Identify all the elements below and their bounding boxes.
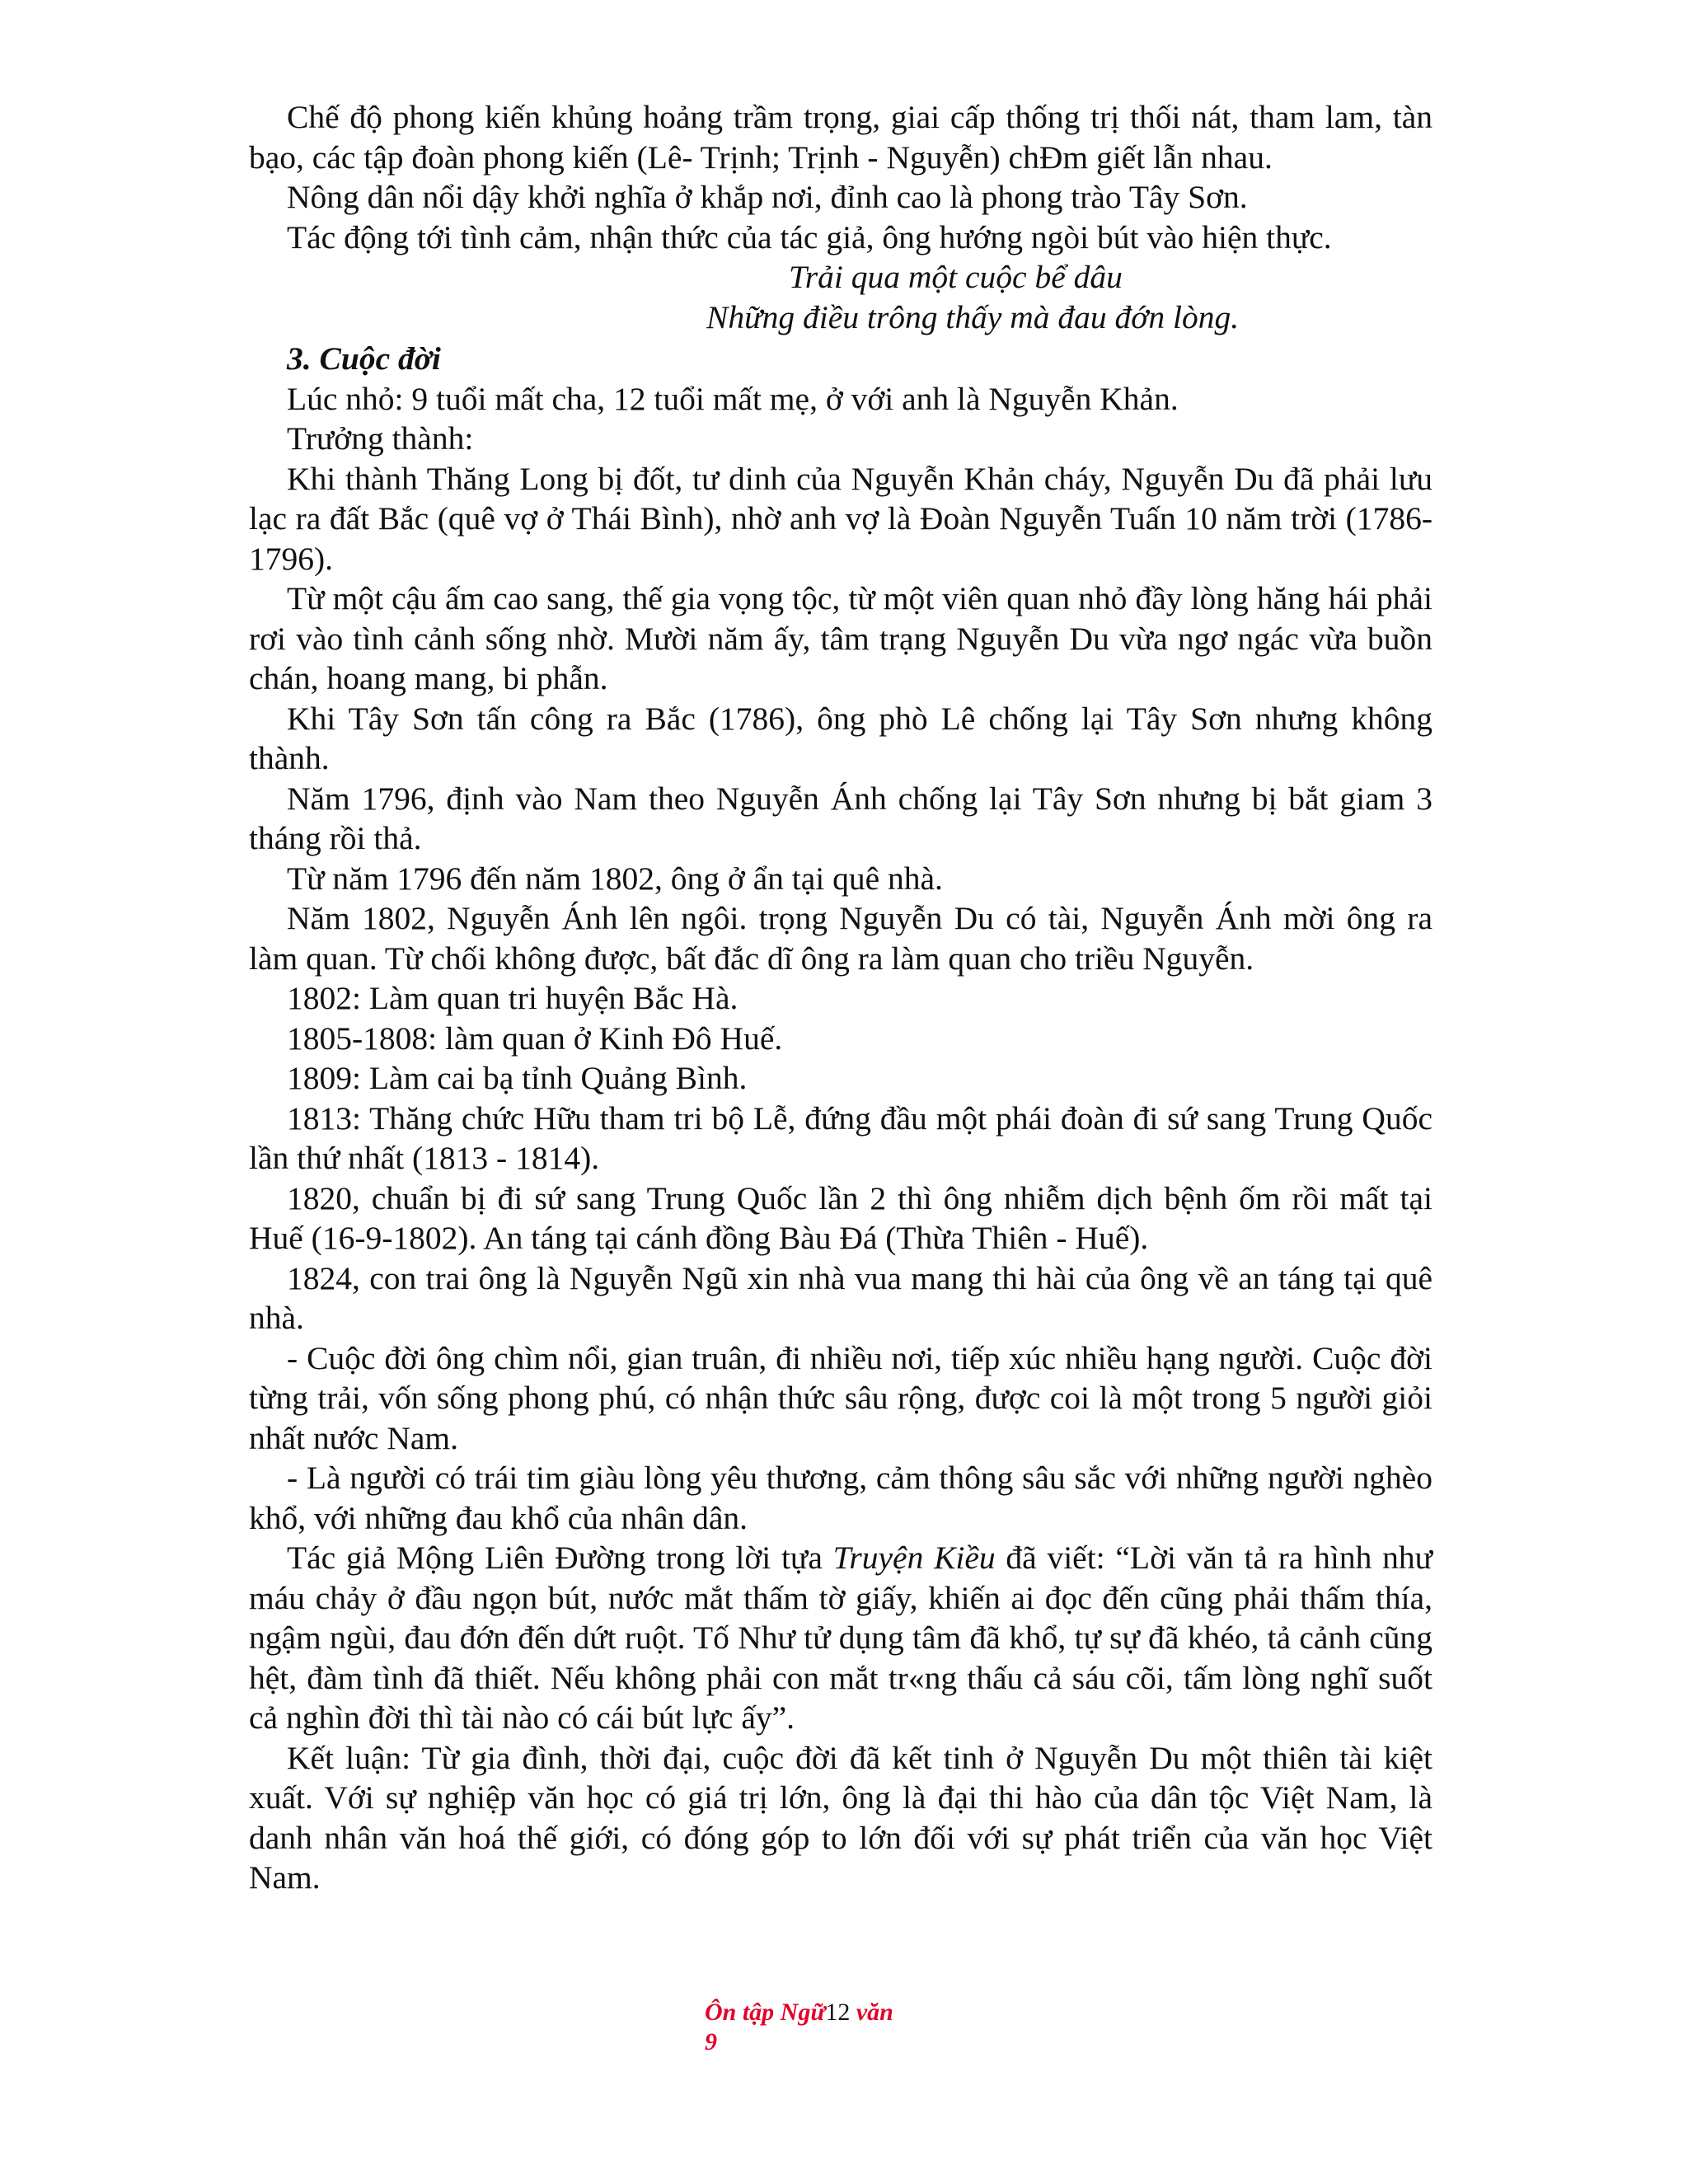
paragraph: Trưởng thành:: [287, 420, 474, 457]
paragraph: Năm 1796, định vào Nam theo Nguyễn Ánh chống lại Tây Sơn nhưng bị bắt giam 3 tháng rồi thả.: [249, 780, 1432, 856]
paragraph: Lúc nhỏ: 9 tuổi mất cha, 12 tuổi mất mẹ, ở với anh là Nguyễn Khản.: [287, 380, 1179, 417]
poem-quote: [249, 257, 1432, 337]
section-heading: 3. Cuộc đời: [287, 340, 441, 377]
footer-title-end: văn: [850, 1999, 893, 2026]
paragraph: Tác động tới tình cảm, nhận thức của tác giả, ông hướng ngòi bút vào hiện thực.: [287, 218, 1332, 255]
paragraph: 1805-1808: làm quan ở Kinh Đô Huế.: [287, 1019, 783, 1057]
footer-title: Ôn tập Ngữ: [705, 1999, 826, 2026]
conclusion-paragraph: Kết luận: Từ gia đình, thời đại, cuộc đời đã kết tinh ở Nguyễn Du một thiên tài kiệt xuất. Với sự nghiệp văn học có giá trị lớn, ông là đại thi hào của dân tộc Việt Nam, là danh nhân văn hoá thế giới, có đóng góp to lớn đối với sự phát triển của văn học Việt Nam.: [249, 1739, 1432, 1896]
document-body: [249, 97, 1432, 1898]
poem-line: Trải qua một cuộc bể dâu: [789, 259, 1123, 295]
paragraph: 1809: Làm cai bạ tỉnh Quảng Bình.: [287, 1060, 748, 1096]
paragraph: 1802: Làm quan tri huyện Bắc Hà.: [287, 980, 738, 1016]
page-number: 9: [705, 2028, 717, 2055]
paragraph: Từ một cậu ấm cao sang, thế gia vọng tộc, từ một viên quan nhỏ đầy lòng hăng hái phải rơi vào tình cảnh sống nhờ. Mười năm ấy, tâm trạng Nguyễn Du vừa ngơ ngác vừa buồn chán, hoang mang, bi phẫn.: [249, 580, 1432, 696]
paragraph: Khi Tây Sơn tấn công ra Bắc (1786), ông phò Lê chống lại Tây Sơn nhưng không thành.: [249, 700, 1432, 776]
paragraph: Khi thành Thăng Long bị đốt, tư dinh của Nguyễn Khản cháy, Nguyễn Du đã phải lưu lạc ra đất Bắc (quê vợ ở Thái Bình), nhờ anh vợ là Đoàn Nguyễn Tuấn 10 năm trời (1786-1796).: [249, 460, 1432, 577]
poem-line: Những điều trông thấy mà đau đớn lòng.: [706, 298, 1240, 335]
paragraph: Từ năm 1796 đến năm 1802, ông ở ẩn tại quê nhà.: [287, 860, 943, 897]
book-title: Truyện Kiều: [832, 1540, 996, 1576]
quote-paragraph: [249, 1538, 1432, 1738]
paragraph: 1820, chuẩn bị đi sứ sang Trung Quốc lần 2 thì ông nhiễm dịch bệnh ốm rồi mất tại Huế (16-9-1802). An táng tại cánh đồng Bàu Đá (Thừa Thiên - Huế).: [249, 1179, 1432, 1256]
paragraph: Chế độ phong kiến khủng hoảng trầm trọng, giai cấp thống trị thối nát, tham lam, tàn bạo, các tập đoàn phong kiến (Lê- Trịnh; Trịnh - Nguyễn) chĐm giết lẫn nhau.: [249, 99, 1432, 176]
quote-text-after: đã viết: “Lời văn tả ra hình như máu chảy ở đầu ngọn bút, nước mắt thấm tờ giấy, khiến ai đọc đến cũng phải thấm thía, ngậm ngùi, đau đớn đến dứt ruột. Tố Như tử dụng tâm đã khổ, tự sự đã khéo, tả cảnh cũng hệt, đàm tình đã thiết. Nếu không phải con mắt tr«ng thấu cả sáu cõi, tấm lòng nghĩ suốt cả nghìn đời thì tài nào có cái bút lực ấy”.: [249, 1540, 1432, 1736]
quote-text-before: Tác giả Mộng Liên Đường trong lời tựa: [287, 1540, 833, 1576]
page-footer: [705, 1998, 1001, 2057]
paragraph: 1813: Thăng chức Hữu tham tri bộ Lễ, đứng đầu một phái đoàn đi sứ sang Trung Quốc lần thứ nhất (1813 - 1814).: [249, 1099, 1432, 1176]
paragraph: Năm 1802, Nguyễn Ánh lên ngôi. trọng Nguyễn Du có tài, Nguyễn Ánh mời ông ra làm quan. Từ chối không được, bất đắc dĩ ông ra làm quan cho triều Nguyễn.: [249, 900, 1432, 977]
footer-grade: 12: [825, 1999, 851, 2026]
paragraph: - Cuộc đời ông chìm nổi, gian truân, đi nhiều nơi, tiếp xúc nhiều hạng người. Cuộc đời từng trải, vốn sống phong phú, có nhận thức sâu rộng, được coi là một trong 5 người giỏi nhất nước Nam.: [249, 1339, 1432, 1456]
paragraph: - Là người có trái tim giàu lòng yêu thương, cảm thông sâu sắc với những người nghèo khổ, với những đau khổ của nhân dân.: [249, 1460, 1432, 1536]
paragraph: Nông dân nổi dậy khởi nghĩa ở khắp nơi, đỉnh cao là phong trào Tây Sơn.: [287, 179, 1248, 215]
paragraph: 1824, con trai ông là Nguyễn Ngũ xin nhà vua mang thi hài của ông về an táng tại quê nhà.: [249, 1259, 1432, 1336]
